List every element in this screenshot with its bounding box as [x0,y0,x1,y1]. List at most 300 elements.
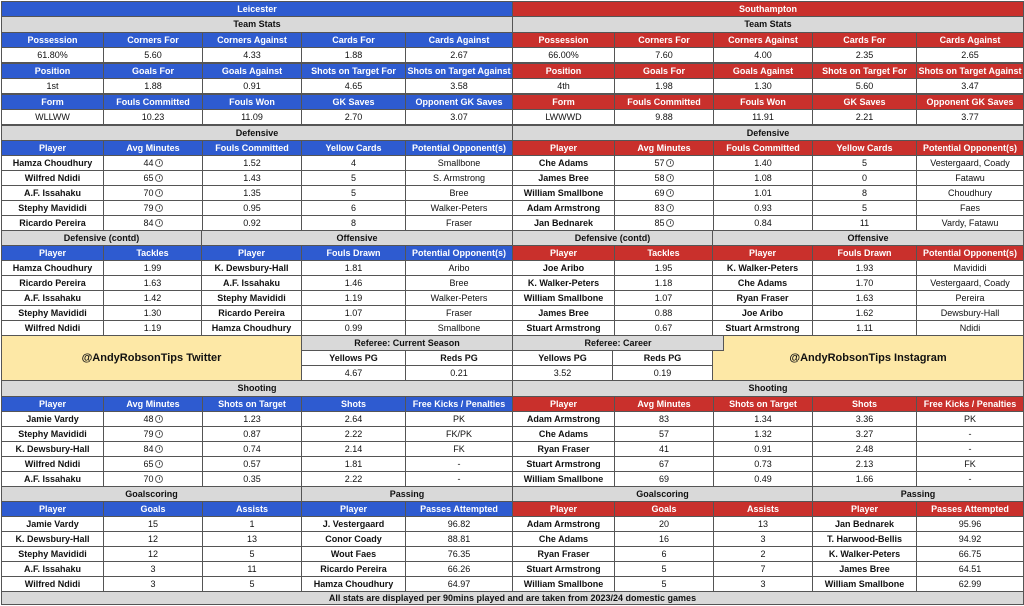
goalscoring-cell-text: 13 [757,518,768,529]
shooting-cell-text: 48 [143,413,154,424]
def-contd-cell [103,305,202,321]
defensive-cell [103,155,203,171]
shooting-cell [812,411,917,427]
shooting-cell [301,471,406,487]
stat-label [1,63,104,79]
passing-cell-text: 88.81 [447,533,471,544]
defensive-cell [103,170,203,186]
shooting-cell-text: 41 [658,443,669,454]
defensive-cell-text: 85 [654,217,665,228]
stopwatch-icon [666,219,674,227]
shooting-cell [103,426,203,442]
stat-label-text: Fouls Won [740,96,786,107]
shooting-header [1,396,104,412]
shooting-cell [812,426,917,442]
shooting-cell-text: FK [964,458,976,469]
offensive-cell-text: K. Walker-Peters [726,262,799,273]
defensive-header [916,140,1024,156]
defensive-cell-text: 5 [350,187,356,198]
team-name-text: Southampton [739,3,797,14]
def-contd-cell-text: 1.99 [143,262,162,273]
shooting-cell [301,441,406,457]
shooting-cell [916,441,1024,457]
goalscoring-cell [614,531,714,547]
shooting-title [512,380,1024,397]
goalscoring-cell [713,531,813,547]
stat-label [614,63,714,79]
stat-label [202,63,302,79]
passing-cell [812,546,917,562]
goalscoring-cell [1,576,104,592]
offensive-header-text: Potential Opponent(s) [923,247,1017,258]
goalscoring-cell-text: Stephy Mavididi [18,548,87,559]
defensive-cell [512,155,615,171]
defensive-cell-text: 0 [861,172,867,183]
shooting-cell [1,411,104,427]
goalscoring-cell-text: 12 [147,548,158,559]
defensive-cell-text: Walker-Peters [430,202,488,213]
shooting-cell-text: - [968,443,972,454]
def-contd-cell-text: A.F. Issahaku [23,292,82,303]
passing-cell [916,561,1024,577]
offensive-cell [812,275,917,291]
defensive-cell [202,185,302,201]
def-contd-cell [512,275,615,291]
defensive-cell-text: Adam Armstrong [526,202,601,213]
shooting-cell-text: 1.81 [344,458,363,469]
stat-label-text: Shots on Target For [311,65,396,76]
offensive-header-text: Player [748,247,777,258]
def-contd-cell [1,275,104,291]
offensive-header [405,245,513,261]
goalscoring-cell [713,546,813,562]
offensive-header [201,245,302,261]
offensive-header-text: Fouls Drawn [326,247,381,258]
def-contd-cell [1,260,104,276]
def-contd-header [103,245,202,261]
stat-label-text: Goals Against [221,65,283,76]
stopwatch-icon [155,159,163,167]
stat-label [614,94,714,110]
stat-label [301,63,406,79]
def-contd-title-text: Defensive (contd) [63,232,140,243]
defensive-cell [1,215,104,231]
stat-label-text: Possession [538,34,589,45]
defensive-cell [1,170,104,186]
goalscoring-cell [512,516,615,532]
defensive-header [512,140,615,156]
stat-label-text: Form [552,96,575,107]
goalscoring-cell [103,516,203,532]
offensive-cell-text: Che Adams [737,277,788,288]
passing-cell [301,561,406,577]
shooting-cell-text: 3.27 [855,428,874,439]
stat-label [512,94,615,110]
defensive-cell [512,215,615,231]
defensive-cell-text: Vestergaard, Coady [930,157,1010,168]
stat-value-text: 11.91 [752,111,774,122]
shooting-cell [512,441,615,457]
shooting-cell [202,426,302,442]
stat-value-text: 3.58 [450,80,468,91]
shooting-header [301,396,406,412]
shooting-cell [916,456,1024,472]
stat-label [1,94,104,110]
defensive-cell [614,155,714,171]
defensive-cell [301,185,406,201]
goalscoring-cell-text: 5 [249,548,255,559]
passing-cell [405,531,513,547]
stat-value-text: 3.47 [961,80,979,91]
passing-cell [405,516,513,532]
stat-label-text: Cards Against [939,34,1001,45]
goalscoring-cell-text: 7 [760,563,766,574]
defensive-cell [713,215,813,231]
stat-label-text: Cards For [332,34,375,45]
stat-value [1,78,104,94]
def-contd-cell [103,290,202,306]
defensive-cell [1,185,104,201]
shooting-cell-text: A.F. Issahaku [23,473,82,484]
defensive-cell-text: Fraser [445,217,472,228]
shooting-header-text: Shots [340,398,366,409]
stat-label [301,94,406,110]
offensive-cell [405,305,513,321]
stat-value-text: 2.21 [855,111,874,122]
goalscoring-header [103,501,203,517]
referee-header-text: Reds PG [440,352,478,363]
goalscoring-cell-text: 3 [150,578,156,589]
goalscoring-cell [713,516,813,532]
stat-value-text: 5.60 [855,80,874,91]
offensive-title [201,230,513,246]
shooting-cell-text: FK [453,443,465,454]
defensive-header-text: Fouls Committed [726,142,800,153]
shooting-header [512,396,615,412]
offensive-cell [301,260,406,276]
shooting-header [405,396,513,412]
shooting-cell [405,441,513,457]
passing-cell-text: 64.51 [958,563,982,574]
shooting-cell-text: 0.57 [243,458,261,469]
team-name [512,1,1024,17]
defensive-cell-text: Faes [959,202,980,213]
referee-value-text: 0.19 [653,367,672,378]
shooting-cell-text: 2.48 [855,443,874,454]
defensive-cell [713,170,813,186]
shooting-cell-text: 0.87 [243,428,261,439]
defensive-cell-text: Stephy Mavididi [18,202,87,213]
def-contd-cell-text: 1.07 [654,292,673,303]
stat-label-text: Goals For [131,65,174,76]
def-contd-cell-text: William Smallbone [523,292,604,303]
def-contd-cell [512,320,615,336]
def-contd-cell [614,275,713,291]
shooting-cell [103,471,203,487]
referee-value [612,365,713,381]
goalscoring-cell [1,531,104,547]
defensive-cell [916,200,1024,216]
shooting-cell-text: 1.34 [754,413,772,424]
defensive-cell-text: Smallbone [437,157,481,168]
shooting-cell [405,471,513,487]
stat-value [405,109,513,125]
shooting-cell [713,411,813,427]
shooting-cell-text: Adam Armstrong [526,413,601,424]
defensive-cell-text: 69 [654,187,665,198]
defensive-cell-text: A.F. Issahaku [23,187,82,198]
passing-cell [405,546,513,562]
passing-cell-text: Hamza Choudhury [313,578,394,589]
stat-label-text: Corners For [638,34,690,45]
defensive-cell-text: 79 [143,202,154,213]
stat-label-text: Cards Against [428,34,490,45]
shooting-header [202,396,302,412]
instagram-promo-text: @AndyRobsonTips Instagram [789,351,947,364]
offensive-cell-text: 1.19 [344,292,363,303]
passing-cell-text: T. Harwood-Bellis [826,533,902,544]
passing-cell [301,576,406,592]
offensive-cell-text: 1.11 [856,322,873,333]
shooting-header-text: Shots on Target [218,398,286,409]
goalscoring-cell [1,546,104,562]
shooting-cell-text: 69 [658,473,669,484]
stat-label [405,32,513,48]
defensive-cell [301,200,406,216]
def-contd-cell [512,260,615,276]
def-contd-cell-text: 1.42 [143,292,162,303]
passing-cell-text: 76.35 [447,548,471,559]
shooting-cell [812,441,917,457]
def-contd-cell-text: 1.18 [654,277,673,288]
referee-value-text: 4.67 [344,367,363,378]
def-contd-title [512,230,713,246]
team-stats-label-text: Team Stats [233,19,281,29]
defensive-cell-text: 44 [143,157,154,168]
shooting-cell-text: Jamie Vardy [26,413,79,424]
defensive-cell [713,155,813,171]
shooting-cell-text: Che Adams [538,428,589,439]
shooting-title-text: Shooting [237,383,277,393]
shooting-cell [103,456,203,472]
stat-value-text: 10.23 [141,111,165,122]
def-contd-cell-text: 0.67 [654,322,673,333]
defensive-cell [512,170,615,186]
defensive-header [614,140,714,156]
stat-value [301,47,406,63]
stat-value [812,47,917,63]
goalscoring-cell [614,546,714,562]
offensive-cell-text: 1.07 [344,307,363,318]
referee-title [301,335,513,351]
goalscoring-cell [614,561,714,577]
passing-cell [916,576,1024,592]
goalscoring-cell [713,576,813,592]
offensive-header-text: Player [237,247,266,258]
goalscoring-title-text: Goalscoring [125,488,178,499]
stat-value-text: 7.60 [655,49,673,60]
goalscoring-cell-text: 16 [658,533,669,544]
goalscoring-cell [202,531,302,547]
defensive-header [713,140,813,156]
defensive-cell-text: Jan Bednarek [533,217,594,228]
defensive-header [301,140,406,156]
stat-label [713,63,813,79]
shooting-header [713,396,813,412]
shooting-cell [202,411,302,427]
twitter-promo-text: @AndyRobsonTips Twitter [81,351,222,364]
defensive-cell [103,215,203,231]
def-contd-title-text: Defensive (contd) [574,232,651,243]
shooting-cell [301,411,406,427]
defensive-cell-text: 1.43 [243,172,261,183]
defensive-cell [614,185,714,201]
defensive-header [812,140,917,156]
offensive-cell [712,305,813,321]
offensive-cell [201,320,302,336]
stopwatch-icon [155,415,163,423]
stat-value-text: 3.77 [961,111,979,122]
shooting-cell [301,426,406,442]
instagram-promo [712,335,1024,381]
shooting-cell [614,411,714,427]
stat-label [812,63,917,79]
offensive-cell-text: Ryan Fraser [736,292,789,303]
offensive-header [812,245,917,261]
shooting-cell [1,456,104,472]
shooting-header-text: Free Kicks / Penalties [923,398,1017,409]
goalscoring-title [512,486,813,502]
def-contd-cell-text: Wilfred Ndidi [24,322,81,333]
goalscoring-cell-text: 3 [760,578,766,589]
offensive-cell-text: 1.93 [855,262,874,273]
defensive-cell [1,155,104,171]
stat-value-text: 1st [46,80,59,91]
defensive-cell-text: 1.01 [754,187,772,198]
stat-value-text: 1.98 [655,80,673,91]
passing-cell-text: 64.97 [447,578,471,589]
stat-label [713,94,813,110]
shooting-cell [713,426,813,442]
stopwatch-icon [155,219,163,227]
goalscoring-cell-text: 13 [246,533,257,544]
defensive-cell [713,185,813,201]
offensive-cell-text: Smallbone [437,322,481,333]
goalscoring-header-text: Assists [235,503,269,514]
defensive-cell-text: 58 [654,172,665,183]
goalscoring-cell-text: 6 [661,548,667,559]
shooting-cell-text: 79 [143,428,154,439]
goalscoring-cell [614,516,714,532]
passing-cell [812,576,917,592]
shooting-cell-text: 1.66 [855,473,874,484]
defensive-cell [614,200,714,216]
shooting-header-text: Free Kicks / Penalties [412,398,506,409]
offensive-cell [812,320,917,336]
defensive-cell-text: 8 [861,187,867,198]
defensive-cell [812,215,917,231]
defensive-cell-text: 84 [143,217,154,228]
shooting-cell [103,411,203,427]
shooting-cell-text: - [457,458,461,469]
goalscoring-cell [202,561,302,577]
def-contd-cell [1,305,104,321]
stat-value [103,78,203,94]
shooting-cell [405,456,513,472]
offensive-cell [405,260,513,276]
stat-label [916,94,1024,110]
shooting-cell [713,441,813,457]
shooting-cell [512,426,615,442]
offensive-cell [916,320,1024,336]
passing-header-text: Player [339,503,368,514]
offensive-header-text: Fouls Drawn [837,247,892,258]
stat-value-text: 1.88 [144,80,162,91]
stat-label-text: Opponent GK Saves [926,96,1014,107]
shooting-cell [812,456,917,472]
team-stats-label [512,16,1024,33]
team-stats-label [1,16,513,33]
shooting-cell [202,456,302,472]
stat-label [202,32,302,48]
offensive-cell-text: 1.70 [855,277,874,288]
stat-label [202,94,302,110]
def-contd-cell [512,290,615,306]
defensive-cell-text: Wilfred Ndidi [24,172,81,183]
goalscoring-cell [713,561,813,577]
shooting-cell-text: 2.14 [344,443,363,454]
stat-value-text: 2.70 [344,111,363,122]
passing-cell-text: James Bree [839,563,890,574]
goalscoring-cell-text: A.F. Issahaku [23,563,82,574]
shooting-cell [202,471,302,487]
offensive-cell [812,290,917,306]
offensive-cell [301,320,406,336]
passing-cell [916,546,1024,562]
stat-value [202,47,302,63]
passing-cell-text: K. Walker-Peters [828,548,901,559]
stopwatch-icon [155,430,163,438]
shooting-cell-text: 3.36 [855,413,874,424]
stat-value-text: 5.60 [144,49,162,60]
offensive-cell-text: 0.99 [344,322,363,333]
stat-value [916,78,1024,94]
defensive-title-text: Defensive [235,127,279,138]
goalscoring-cell-text: Ryan Fraser [537,548,590,559]
def-contd-cell [614,305,713,321]
shooting-cell-text: William Smallbone [523,473,604,484]
defensive-cell-text: Che Adams [538,157,589,168]
passing-cell-text: 66.26 [447,563,471,574]
shooting-cell-text: 0.91 [754,443,772,454]
goalscoring-cell-text: William Smallbone [523,578,604,589]
defensive-cell-text: 70 [143,187,154,198]
referee-header [405,350,513,366]
stat-value-text: 1.88 [344,49,363,60]
passing-cell [301,516,406,532]
shooting-header [812,396,917,412]
offensive-cell [712,320,813,336]
offensive-cell-text: A.F. Issahaku [222,277,281,288]
shooting-cell [301,456,406,472]
offensive-cell-text: Fraser [445,307,472,318]
passing-header-text: Player [850,503,879,514]
def-contd-title [1,230,202,246]
stat-label-text: Shots on Target Against [918,65,1022,76]
defensive-cell-text: William Smallbone [523,187,604,198]
goalscoring-cell-text: 5 [661,578,667,589]
offensive-cell [405,275,513,291]
